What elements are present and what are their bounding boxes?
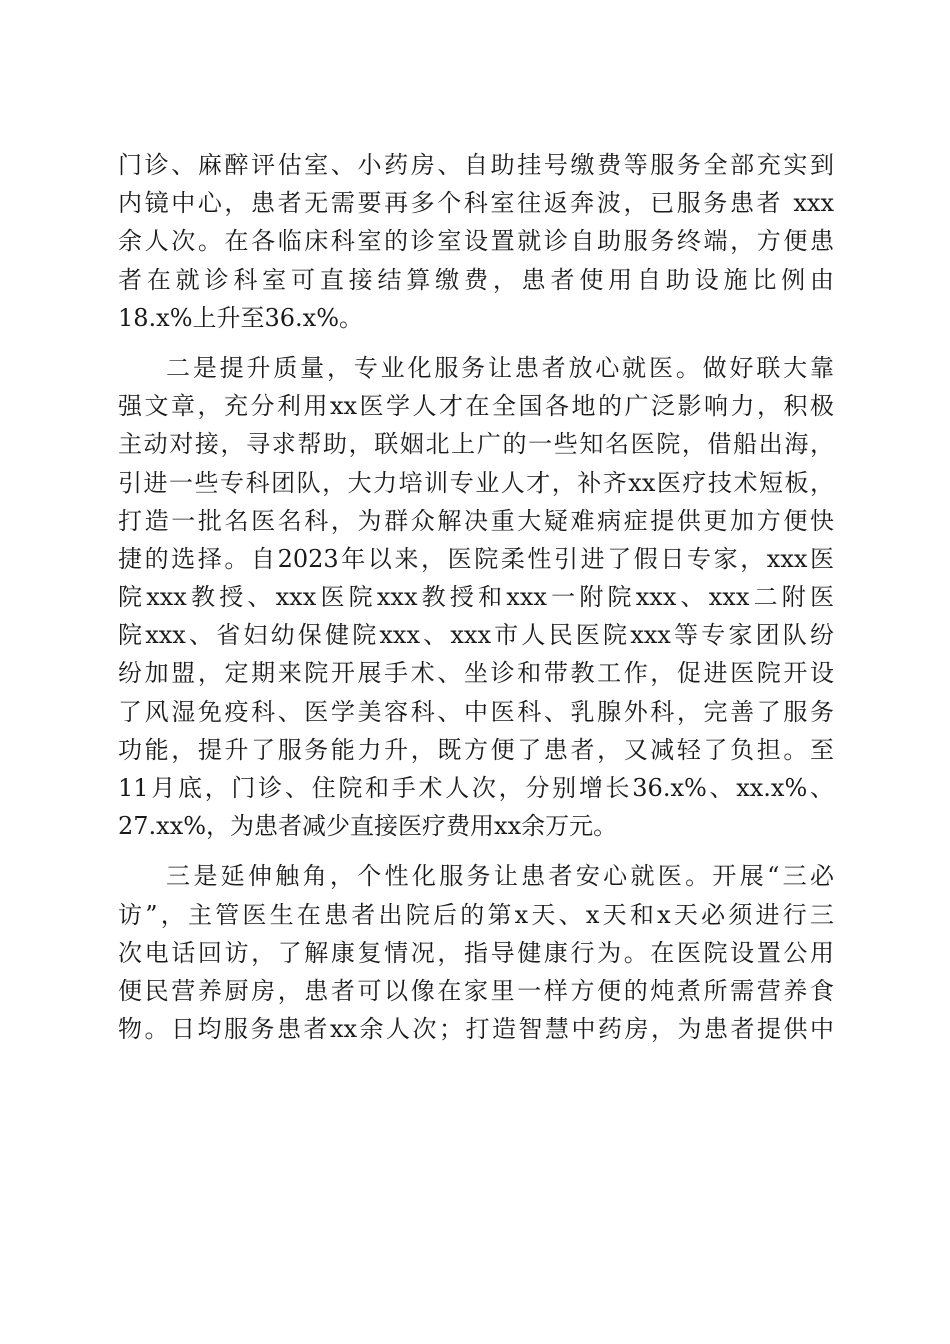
text-line: 功能，提升了服务能力升，既方便了患者，又减轻了负担。至 (118, 735, 834, 764)
paragraph-quality (118, 349, 834, 845)
text-line: 者在就诊科室可直接结算缴费，患者使用自助设施比例由 (118, 265, 834, 294)
text-line: 捷的选择。自2023年以来，医院柔性引进了假日专家，xxx医 (118, 544, 834, 573)
text-line: 门诊、麻醉评估室、小药房、自助挂号缴费等服务全部充实到 (118, 151, 834, 179)
text-line: 内镜中心，患者无需要再多个科室往返奔波，已服务患者 xxx (118, 189, 834, 218)
text-line: 18.x%上升至36.x%。 (118, 303, 364, 332)
paragraph-continuation (118, 146, 834, 337)
document-body (118, 146, 834, 1048)
paragraph-extension (118, 857, 834, 1048)
text-line: 物。日均服务患者xx余人次；打造智慧中药房，为患者提供中 (118, 1015, 834, 1044)
text-line: 访”，主管医生在患者出院后的第x天、x天和x天必须进行三 (118, 900, 834, 929)
text-line: 院xxx教授、xxx医院xxx教授和xxx一附院xxx、xxx二附医 (118, 583, 834, 612)
text-line: 引进一些专科团队，大力培训专业人才，补齐xx医疗技术短板， (118, 468, 834, 497)
text-line: 三是延伸触角，个性化服务让患者安心就医。开展“三必 (166, 862, 834, 891)
text-line: 纷加盟，定期来院开展手术、坐诊和带教工作，促进医院开设 (118, 659, 834, 688)
text-line: 便民营养厨房，患者可以像在家里一样方便的炖煮所需营养食 (118, 976, 834, 1005)
text-line: 二是提升质量，专业化服务让患者放心就医。做好联大靠 (166, 353, 834, 382)
text-line: 打造一批名医名科，为群众解决重大疑难病症提供更加方便快 (118, 506, 834, 535)
text-line: 院xxx、省妇幼保健院xxx、xxx市人民医院xxx等专家团队纷 (118, 621, 834, 650)
text-line: 强文章，充分利用xx医学人才在全国各地的广泛影响力，积极 (118, 392, 834, 421)
text-line: 主动对接，寻求帮助，联姻北上广的一些知名医院，借船出海， (118, 430, 834, 459)
text-line: 11月底，门诊、住院和手术人次，分别增长36.x%、xx.x%、 (118, 774, 834, 802)
text-line: 余人次。在各临床科室的诊室设置就诊自助服务终端，方便患 (118, 227, 834, 256)
text-line: 27.xx%，为患者减少直接医疗费用xx余万元。 (118, 812, 618, 841)
text-line: 次电话回访，了解康复情况，指导健康行为。在医院设置公用 (118, 938, 834, 967)
text-line: 了风湿免疫科、医学美容科、中医科、乳腺外科，完善了服务 (118, 697, 834, 726)
